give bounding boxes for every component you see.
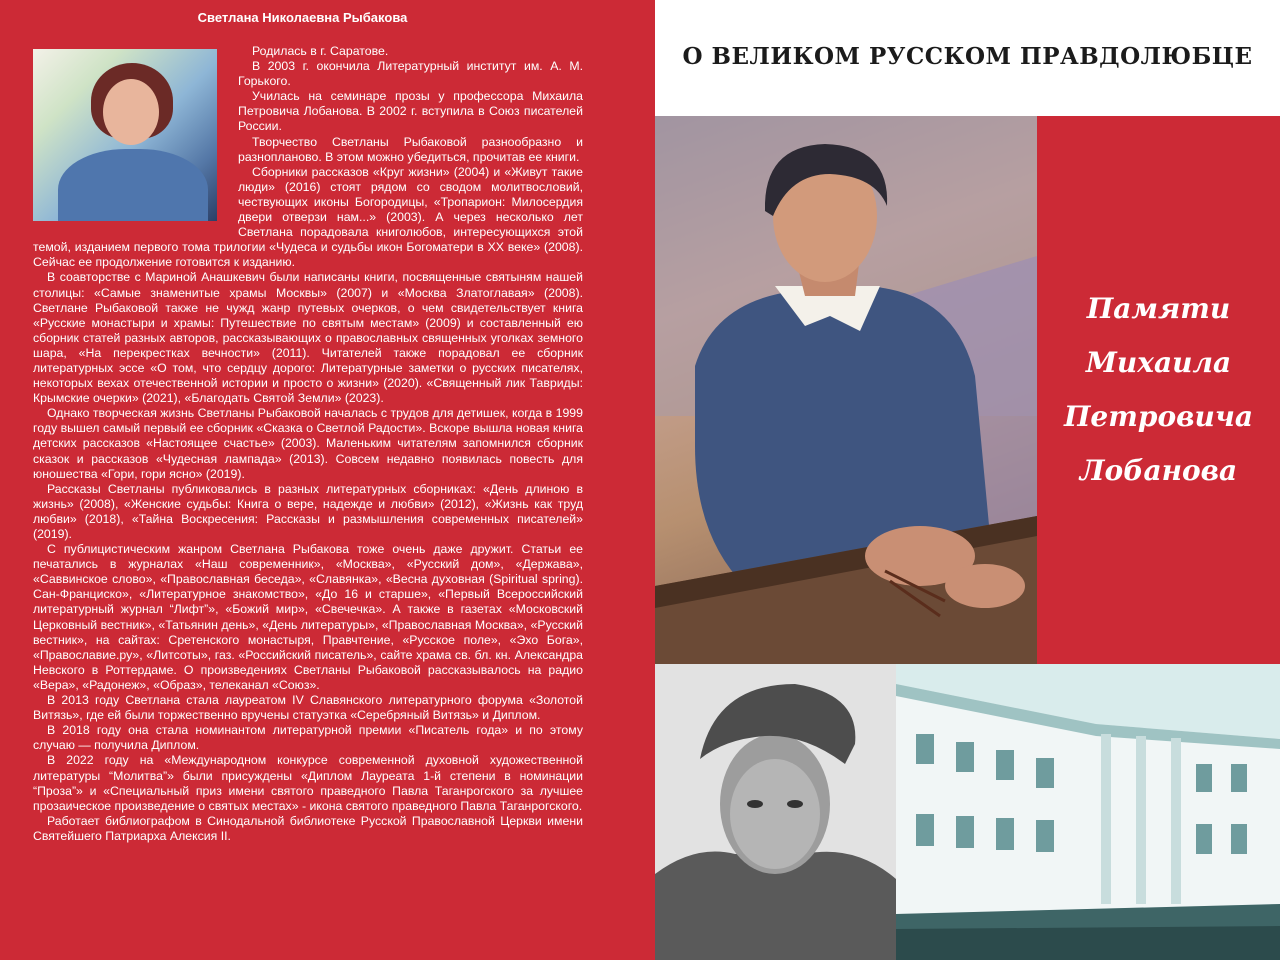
institute-building-photo <box>896 664 1280 960</box>
memorial-line: Михаила <box>1085 346 1232 379</box>
bio-paragraph: В 2013 году Светлана стала лауреатом IV Славянского литературного форума «Золотой Витязь», где ей были торжественно вручены статуэтка «Серебряный Витязь» и Диплом. <box>33 693 583 723</box>
bio-paragraph: Творчество Светланы Рыбаковой разнообразно и разнопланово. В этом можно убедиться, прочитав ее книги. <box>238 134 583 164</box>
memorial-dedication <box>1037 116 1280 664</box>
bio-paragraph: Родилась в г. Саратове. <box>252 44 389 58</box>
author-photo <box>33 49 217 221</box>
right-page <box>655 0 1280 960</box>
portrait-illustration <box>655 116 1037 664</box>
bio-paragraph: В 2022 году на «Международном конкурсе современной духовной художественной литературы “Молитва”» были присуждены «Диплом Лауреата 1-й степени в номинации “Проза”» и «Специальный приз имени святого праведного Павла Таганрогского за лучшее прозаическое произведение о святых местах» - икона святого праведного Павла Таганрогского. <box>33 753 583 813</box>
young-soldier-photo <box>655 664 896 960</box>
author-photo-blouse <box>58 149 208 221</box>
bio-paragraph: С публицистическим жанром Светлана Рыбакова тоже очень даже дружит. Статьи ее печатались в журналах «Наш современник», «Москва», «Русский дом», «Держава», «Саввинское слово», «Православная беседа», «Славянка», «Весна духовная (Spiritual spring). Сан-Франциско», «Литературное знакомство», «До 16 и старше», «Первый Всероссийский литературный журнал “Лифт”», «Божий мир», «Свечечка». А также в газетах «Московский Церковный вестник», «Татьянин день», «День литературы», «Православная Москва», «Русский вестник», на сайтах: Сретенского монастыря, Правчтение, «Русское поле», «Эхо Бога», «Православие.ру», «Литсоты», газ. «Российский писатель», сайте храма св. бл. кн. Александра Невского в Роттердаме. О произведениях Светланы Рыбаковой рассказывалось на радио «Вера», «Радонеж», «Образ», телеканал «Союз». <box>33 542 583 692</box>
bio-paragraph: Работает библиографом в Синодальной библиотеке Русской Православной Церкви имени Святейшего Патриарха Алексия II. <box>33 813 583 843</box>
bio-paragraph: Училась на семинаре прозы у профессора Михаила Петровича Лобанова. В 2002 г. вступила в Союз писателей России. <box>238 89 583 134</box>
memorial-line: Памяти <box>1086 292 1231 325</box>
young-soldier-illustration <box>655 664 896 960</box>
lobanov-portrait-painting <box>655 116 1037 664</box>
memorial-line: Петровича <box>1063 400 1254 433</box>
bio-paragraph: Рассказы Светланы публиковались в разных литературных сборниках: «День длиною в жизнь» (2008), «Женские судьбы: Книга о вере, надежде и любви» (2012), «Жизнь как труд любви» (2018), «Тайна Воскресения: Рассказы и размышления современных писателей» (2019). <box>33 481 583 541</box>
bio-paragraph: В 2018 году она стала номинантом литературной премии «Писатель года» и по этому случаю — получила Диплом. <box>33 723 583 753</box>
bio-paragraph: Однако творческая жизнь Светланы Рыбаковой началась с трудов для детишек, когда в 1999 году вышел самый первый ее сборник «Сказка о Светлой Радости». Вскоре вышла новая книга детских рассказов «Настоящее счастье» (2003). Маленьким читателям запомнился сборник сказок и рассказов «Чудесная лампада» (2013). Совсем недавно появилась повесть для юношества «Гори, гори ясно» (2019). <box>33 406 583 481</box>
bio-paragraph: В соавторстве с Мариной Анашкевич были написаны книги, посвященные святыням нашей столицы: «Самые знаменитые храмы Москвы» (2007) и «Москва Златоглавая» (2008). Светлане Рыбаковой также не чужд жанр путевых очерков, о чем свидетельствует книга «Русские монастыри и храмы: Путешествие по святым местам» (2009) и составленный ею сборник статей разных авторов, рассказывающих о православных священных уголках земного шара, «На перекрестках вечности» (2011). Читателей также порадовал ее сборник литературных эссе «О том, что сердцу дорого: Литературные заметки о русских писателях, некоторых вехах отечественной истории и просто о жизни» (2020). «Священный лик Тавриды: Крымские очерки» (2021), «Благодать Святой Земли» (2023). <box>33 270 583 406</box>
title-band <box>655 0 1280 116</box>
bio-paragraph: В 2003 г. окончила Литературный институт им. А. М. Горького. <box>238 59 583 89</box>
main-title: О ВЕЛИКОМ РУССКОМ ПРАВДОЛЮБЦЕ <box>682 42 1253 70</box>
building-illustration <box>896 664 1280 960</box>
memorial-line: Лобанова <box>1079 454 1238 487</box>
author-name: Светлана Николаевна Рыбакова <box>197 10 408 25</box>
author-photo-face <box>103 79 159 145</box>
bio-paragraph: Сборники рассказов «Круг жизни» (2004) и «Живут такие люди» (2016) стоят рядом со сводом молитвословий, чествующих иконы Богородицы, «Тропарион: Милосердия двери отверзи нам...» (2003). А через несколько лет Светлана порадовала книголюбов, интересующихся этой темой, изданием первого тома трилогии «Чудеса и судьбы икон Богоматери в ХХ веке» (2008). Сейчас ее продолжение готовится к изданию. <box>33 164 583 270</box>
